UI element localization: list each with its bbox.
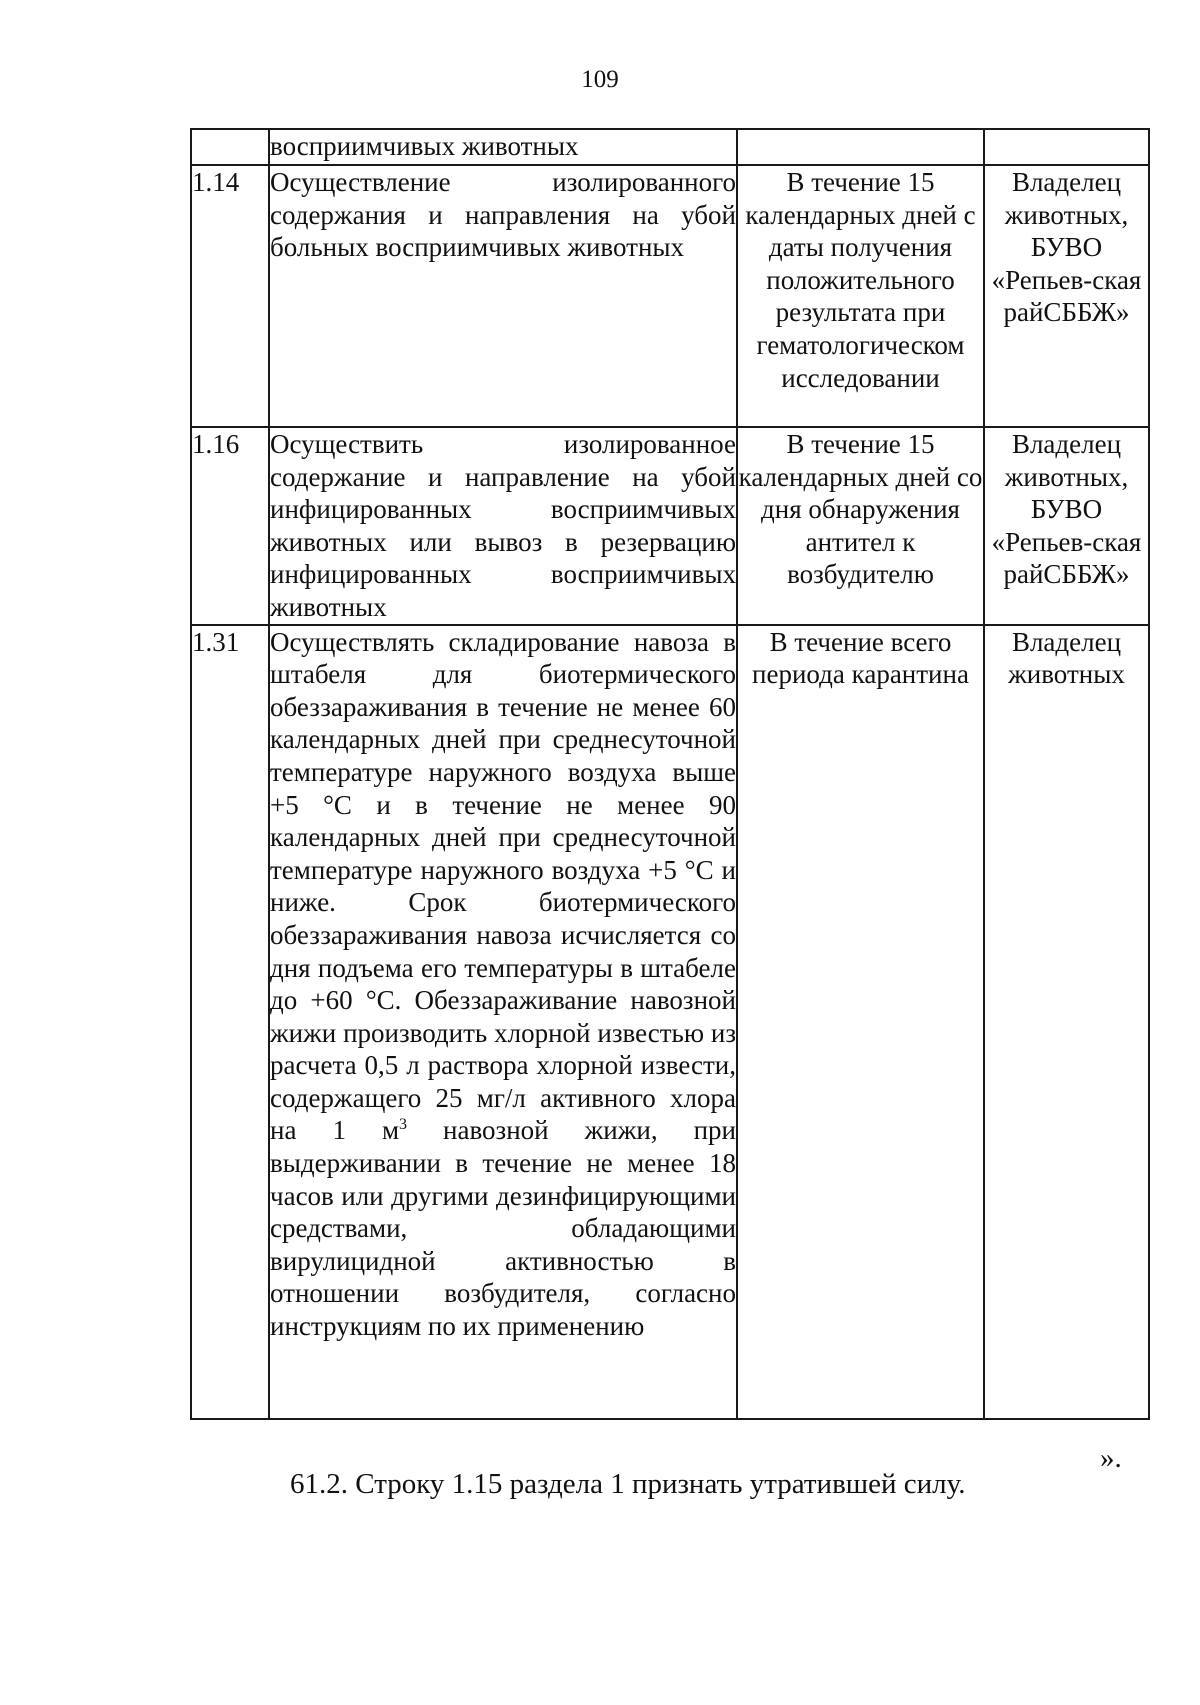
page-number: 109 — [581, 66, 619, 93]
table-row — [191, 129, 1149, 165]
row-term — [737, 129, 984, 165]
row-action: восприимчивых животных — [269, 129, 737, 165]
footer-paragraph: 61.2. Строку 1.15 раздела 1 признать утратившей силу. — [290, 1468, 966, 1500]
table-row — [191, 165, 1149, 427]
measures-table — [190, 128, 1150, 1420]
row-responsible: Владелец животных — [984, 625, 1149, 1419]
row-responsible: Владелец животных, БУВО «Репьев-ская райСББЖ» — [984, 427, 1149, 625]
table-row — [191, 427, 1149, 625]
row-action: Осуществить изолированное содержание и направление на убой инфицированных восприимчивых животных или вывоз в резервацию инфицированных восприимчивых животных — [269, 427, 737, 625]
row-responsible: Владелец животных, БУВО «Репьев-ская райСББЖ» — [984, 165, 1149, 427]
row-term: В течение 15 календарных дней со дня обнаружения антител к возбудителю — [737, 427, 984, 625]
row-term: В течение 15 календарных дней с даты получения положительного результата при гематологическом исследовании — [737, 165, 984, 427]
row-action-text-continued: навозной жижи, при выдерживании в течение не менее 18 часов или другими дезинфицирующими средствами, обладающими вирулицидной активностью в отношении возбудителя, согласно инструкциям по их применению — [270, 1115, 736, 1342]
row-number: 1.14 — [191, 165, 269, 427]
row-number: 1.31 — [191, 625, 269, 1419]
row-term: В течение всего периода карантина — [737, 625, 984, 1419]
cubic-superscript: 3 — [399, 1116, 408, 1134]
table-row — [191, 625, 1149, 1419]
closing-quote: ». — [1100, 1442, 1122, 1474]
row-responsible — [984, 129, 1149, 165]
row-action: Осуществление изолированного содержания и направления на убой больных восприимчивых животных — [269, 165, 737, 427]
row-action — [269, 625, 737, 1419]
row-number: 1.16 — [191, 427, 269, 625]
row-number — [191, 129, 269, 165]
row-action-text: Осуществлять складирование навоза в штабеля для биотермического обеззараживания в течение не менее 60 календарных дней при среднесуточной температуре наружного воздуха выше +5 °С и в течение не менее 90 календарных дней при среднесуточной температуре наружного воздуха +5 °С и ниже. Срок биотермического обеззараживания навоза исчисляется со дня подъема его температуры в штабеле до +60 °С. Обеззараживание навозной жижи производить хлорной известью из расчета 0,5 л раствора хлорной извести, содержащего 25 мг/л активного хлора на 1 м — [270, 626, 736, 1146]
